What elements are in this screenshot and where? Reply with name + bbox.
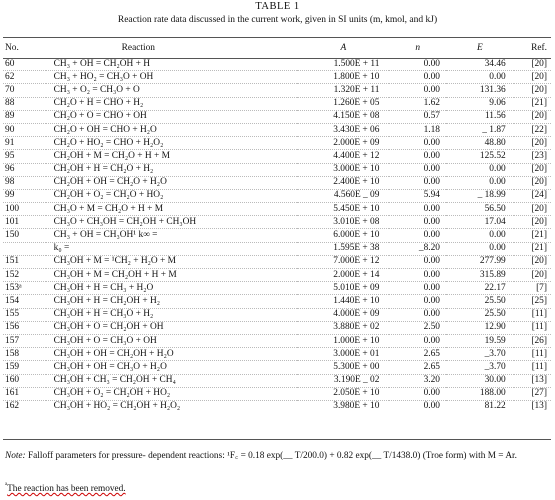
cell-no: 88 (5, 98, 15, 109)
cell-e: _3.70 (484, 361, 506, 372)
cell-e: 56.50 (484, 203, 506, 214)
cell-n: 0.00 (423, 256, 440, 267)
cell-ref: [20] (531, 58, 547, 69)
header-a: A (340, 43, 347, 53)
table-body (3, 58, 551, 413)
header-reaction: Reaction (121, 43, 155, 53)
cell-reaction: CH₃OH + H = CH₂OH + H₂ (53, 295, 161, 306)
table-row (3, 176, 551, 189)
cell-a: 1.320E + 11 (333, 84, 380, 95)
cell-n: 2.65 (423, 348, 440, 359)
cell-e: 30.00 (484, 375, 506, 386)
cell-e: _3.70 (484, 348, 506, 359)
table-row (3, 189, 551, 202)
table-row (3, 348, 551, 361)
cell-n: 0.00 (423, 84, 440, 95)
cell-e: 0.00 (489, 71, 506, 82)
cell-ref: [26] (531, 335, 547, 346)
cell-a: 2.400E + 10 (333, 177, 380, 188)
cell-n: 5.94 (423, 190, 440, 201)
table-row (3, 321, 551, 334)
cell-reaction: CH₃ + O₂ = CH₃O + O (53, 84, 140, 95)
cell-ref: [20] (531, 137, 547, 148)
table-row (3, 150, 551, 163)
cell-n: 0.00 (423, 388, 440, 399)
cell-no: 161 (5, 388, 20, 399)
cell-reaction: CH₃ + HO₂ = CH₃O + OH (53, 71, 154, 82)
note-label: Note: (5, 451, 26, 461)
cell-n: 0.00 (423, 150, 440, 161)
footnote (5, 480, 126, 494)
cell-no: 70 (5, 84, 15, 95)
cell-no: 99 (5, 190, 15, 201)
cell-ref: [11] (531, 348, 547, 359)
cell-n: _8.20 (418, 243, 440, 254)
cell-n: 0.00 (423, 71, 440, 82)
cell-e: 25.50 (484, 295, 506, 306)
cell-n: 0.00 (423, 401, 440, 412)
cell-reaction: CH₃OH + HO₂ = CH₂OH + H₂O₂ (53, 401, 181, 412)
table-row (3, 295, 551, 308)
header-e: E (476, 43, 483, 53)
cell-no: 156 (5, 322, 20, 333)
table-title: TABLE 1 (255, 1, 300, 12)
cell-a: 1.800E + 10 (333, 71, 380, 82)
cell-a: 2.050E + 10 (333, 388, 380, 399)
cell-n: 0.00 (423, 58, 440, 69)
cell-reaction: CH₂O + H = CHO + H₂ (53, 98, 144, 109)
cell-ref: [20] (531, 164, 547, 175)
cell-no: 89 (5, 111, 15, 122)
cell-e: 0.00 (489, 230, 506, 241)
cell-no: 153ᵃ (5, 282, 22, 293)
cell-ref: [20] (531, 71, 547, 82)
footnote-text: The reaction has been removed. (7, 484, 126, 495)
table-row (3, 163, 551, 176)
cell-e: 315.89 (479, 269, 506, 280)
cell-ref: [21] (531, 243, 547, 254)
cell-n: 0.00 (423, 216, 440, 227)
cell-reaction: CH₃OH + M = ¹CH₂ + H₂O + M (53, 256, 176, 267)
cell-n: 0.00 (423, 230, 440, 241)
cell-a: 5.010E + 09 (333, 282, 380, 293)
cell-no: 91 (5, 137, 15, 148)
cell-ref: [21] (531, 98, 547, 109)
cell-e: 9.06 (489, 98, 506, 109)
cell-no: 90 (5, 124, 15, 135)
cell-a: 1.500E + 11 (333, 58, 380, 69)
table-row (3, 255, 551, 268)
cell-reaction: CH₃OH + OH = CH₂OH + H₂O (53, 348, 174, 359)
cell-ref: [13] (531, 375, 547, 386)
cell-no: 151 (5, 256, 20, 267)
cell-reaction: CH₃OH + O = CH₂OH + OH (53, 322, 164, 333)
cell-ref: [22] (531, 124, 547, 135)
cell-e: 34.46 (484, 58, 506, 69)
cell-ref: [7] (536, 282, 547, 293)
cell-e: 125.52 (479, 150, 506, 161)
cell-a: 3.190E _ 02 (333, 375, 380, 386)
header-n: n (415, 43, 421, 53)
cell-reaction: CH₃OH + CH₃ = CH₂OH + CH₄ (53, 375, 176, 386)
cell-a: 3.000E + 10 (333, 164, 380, 175)
cell-no: 160 (5, 375, 20, 386)
cell-ref: [23] (531, 150, 547, 161)
cell-n: 2.65 (423, 361, 440, 372)
table-caption: Reaction rate data discussed in the current work, given in SI units (m, kmol, and kJ) (117, 15, 438, 25)
footnote-mark: ᵃ (5, 480, 8, 489)
cell-e: _ 1.87 (482, 124, 506, 135)
bottom-rule (3, 439, 551, 440)
cell-n: 0.00 (423, 309, 440, 320)
table-row (3, 242, 551, 255)
table-row (3, 361, 551, 374)
cell-ref: [20] (531, 203, 547, 214)
table-row (3, 334, 551, 347)
cell-reaction: CH₃OH + M = CH₂OH + H + M (53, 269, 177, 280)
cell-reaction: CH₃OH + H = CH₃O + H₂ (53, 309, 154, 320)
cell-ref: [20] (531, 269, 547, 280)
cell-a: 3.880E + 02 (333, 322, 380, 333)
cell-e: _ 18.99 (477, 190, 506, 201)
cell-e: 19.59 (484, 335, 506, 346)
cell-a: 4.400E + 12 (333, 150, 380, 161)
cell-no: 157 (5, 335, 20, 346)
cell-reaction: CH₂O + O = CHO + OH (53, 111, 147, 122)
header-no: No. (5, 43, 19, 53)
table-row (3, 137, 551, 150)
header-row (3, 38, 551, 58)
cell-reaction: CH₂O + HO₂ = CHO + H₂O₂ (53, 137, 164, 148)
cell-ref: [21] (531, 230, 547, 241)
cell-no: 95 (5, 150, 15, 161)
cell-no: 155 (5, 309, 20, 320)
table-row (3, 374, 551, 387)
cell-reaction: CH₂OH + M = CH₂O + H + M (53, 150, 170, 161)
cell-ref: [20] (531, 177, 547, 188)
cell-ref: [25] (531, 295, 547, 306)
cell-no: 60 (5, 58, 15, 69)
cell-no: 158 (5, 348, 20, 359)
cell-a: 3.000E + 01 (333, 348, 380, 359)
cell-a: 5.300E + 00 (333, 361, 380, 372)
cell-no: 150 (5, 230, 20, 241)
cell-a: 4.150E + 08 (333, 111, 380, 122)
cell-ref: [11] (531, 309, 547, 320)
cell-no: 159 (5, 361, 20, 372)
cell-n: 0.00 (423, 137, 440, 148)
table-row (3, 58, 551, 71)
cell-n: 0.00 (423, 269, 440, 280)
cell-reaction: CH₃OH + O = CH₃O + OH (53, 335, 157, 346)
cell-n: 3.20 (423, 375, 440, 386)
cell-a: 1.260E + 05 (333, 98, 380, 109)
cell-n: 0.00 (423, 177, 440, 188)
cell-a: 6.000E + 10 (333, 230, 380, 241)
reaction-rate-table (3, 38, 551, 413)
cell-reaction: CH₃ + OH = CH₂OH + H (53, 58, 151, 69)
cell-e: 277.99 (479, 256, 506, 267)
cell-no: 100 (5, 203, 20, 214)
cell-no: 62 (5, 71, 15, 82)
cell-e: 131.36 (479, 84, 506, 95)
cell-no: 101 (5, 216, 20, 227)
table-row (3, 216, 551, 229)
table-row (3, 308, 551, 321)
cell-reaction: CH₃O + M = CH₂O + H + M (53, 203, 164, 214)
cell-reaction: k₀ = (53, 243, 70, 254)
cell-ref: [20] (531, 216, 547, 227)
cell-no: 154 (5, 295, 20, 306)
table-row (3, 229, 551, 242)
table-row (3, 269, 551, 282)
cell-ref: [20] (531, 256, 547, 267)
cell-ref: [11] (531, 361, 547, 372)
cell-e: 17.04 (484, 216, 506, 227)
cell-a: 2.000E + 14 (333, 269, 380, 280)
header-ref: Ref. (531, 43, 547, 53)
cell-e: 11.56 (484, 111, 506, 122)
cell-reaction: CH₃OH + OH = CH₃O + H₂O (53, 361, 167, 372)
note-text: Falloff parameters for pressure- dependent reactions: ¹F꜀ = 0.18 exp(__ T/200.0) + 0.82 exp(__ T/1438.0) (Troe form) with M = Ar. (25, 451, 517, 461)
cell-a: 7.000E + 12 (333, 256, 380, 267)
cell-no: 152 (5, 269, 20, 280)
cell-a: 3.010E + 08 (333, 216, 380, 227)
cell-n: 0.00 (423, 295, 440, 306)
cell-ref: [20] (531, 111, 547, 122)
cell-ref: [27] (531, 388, 547, 399)
cell-ref: [11] (531, 322, 547, 333)
cell-e: 48.80 (484, 137, 506, 148)
cell-e: 22.17 (484, 282, 506, 293)
cell-e: 25.50 (484, 309, 506, 320)
cell-n: 0.57 (423, 111, 440, 122)
cell-n: 1.62 (423, 98, 440, 109)
cell-a: 5.450E + 10 (333, 203, 380, 214)
cell-reaction: CH₂OH + H = CH₂O + H₂ (53, 164, 154, 175)
cell-n: 1.18 (423, 124, 440, 135)
cell-a: 2.000E + 09 (333, 137, 380, 148)
cell-n: 0.00 (423, 335, 440, 346)
table-row (3, 71, 551, 84)
cell-a: 3.430E + 06 (333, 124, 380, 135)
table-row (3, 203, 551, 216)
cell-a: 4.560E _ 09 (333, 190, 380, 201)
cell-no (3, 242, 46, 255)
cell-a: 4.000E + 09 (333, 309, 380, 320)
cell-ref: [20] (531, 84, 547, 95)
cell-reaction: CH₃OH + H = CH₃ + H₂O (53, 282, 154, 293)
cell-reaction: CH₃ + OH = CH₃OH¹ k∞ = (53, 230, 158, 241)
cell-e: 81.22 (484, 401, 506, 412)
cell-ref: [24] (531, 190, 547, 201)
cell-n: 2.50 (423, 322, 440, 333)
cell-n: 0.00 (423, 282, 440, 293)
cell-e: 188.00 (479, 388, 506, 399)
cell-a: 1.440E + 10 (333, 295, 380, 306)
table-row (3, 282, 551, 295)
cell-e: 0.00 (489, 177, 506, 188)
cell-n: 0.00 (423, 164, 440, 175)
table-note (5, 450, 550, 462)
table-row (3, 110, 551, 123)
cell-a: 3.980E + 10 (333, 401, 380, 412)
cell-reaction: CH₃O + CH₃OH = CH₂OH + CH₃OH (53, 216, 197, 227)
table-row (3, 97, 551, 110)
cell-no: 98 (5, 177, 15, 188)
cell-a: 1.000E + 10 (333, 335, 380, 346)
cell-no: 162 (5, 401, 20, 412)
cell-ref: [13] (531, 401, 547, 412)
cell-reaction: CH₃OH + O₂ = CH₂OH + HO₂ (53, 388, 171, 399)
cell-n: 0.00 (423, 203, 440, 214)
cell-e: 12.90 (484, 322, 506, 333)
table-row (3, 387, 551, 400)
cell-e: 0.00 (489, 164, 506, 175)
cell-reaction: CH₂OH + O₂ = CH₂O + HO₂ (53, 190, 164, 201)
cell-reaction: CH₂O + OH = CHO + H₂O (53, 124, 157, 135)
cell-no: 96 (5, 164, 15, 175)
cell-reaction: CH₂OH + OH = CH₂O + H₂O (53, 177, 167, 188)
cell-e: 0.00 (489, 243, 506, 254)
table-row (3, 400, 551, 413)
cell-a: 1.595E + 38 (333, 243, 380, 254)
table-row (3, 84, 551, 97)
table-row (3, 123, 551, 136)
